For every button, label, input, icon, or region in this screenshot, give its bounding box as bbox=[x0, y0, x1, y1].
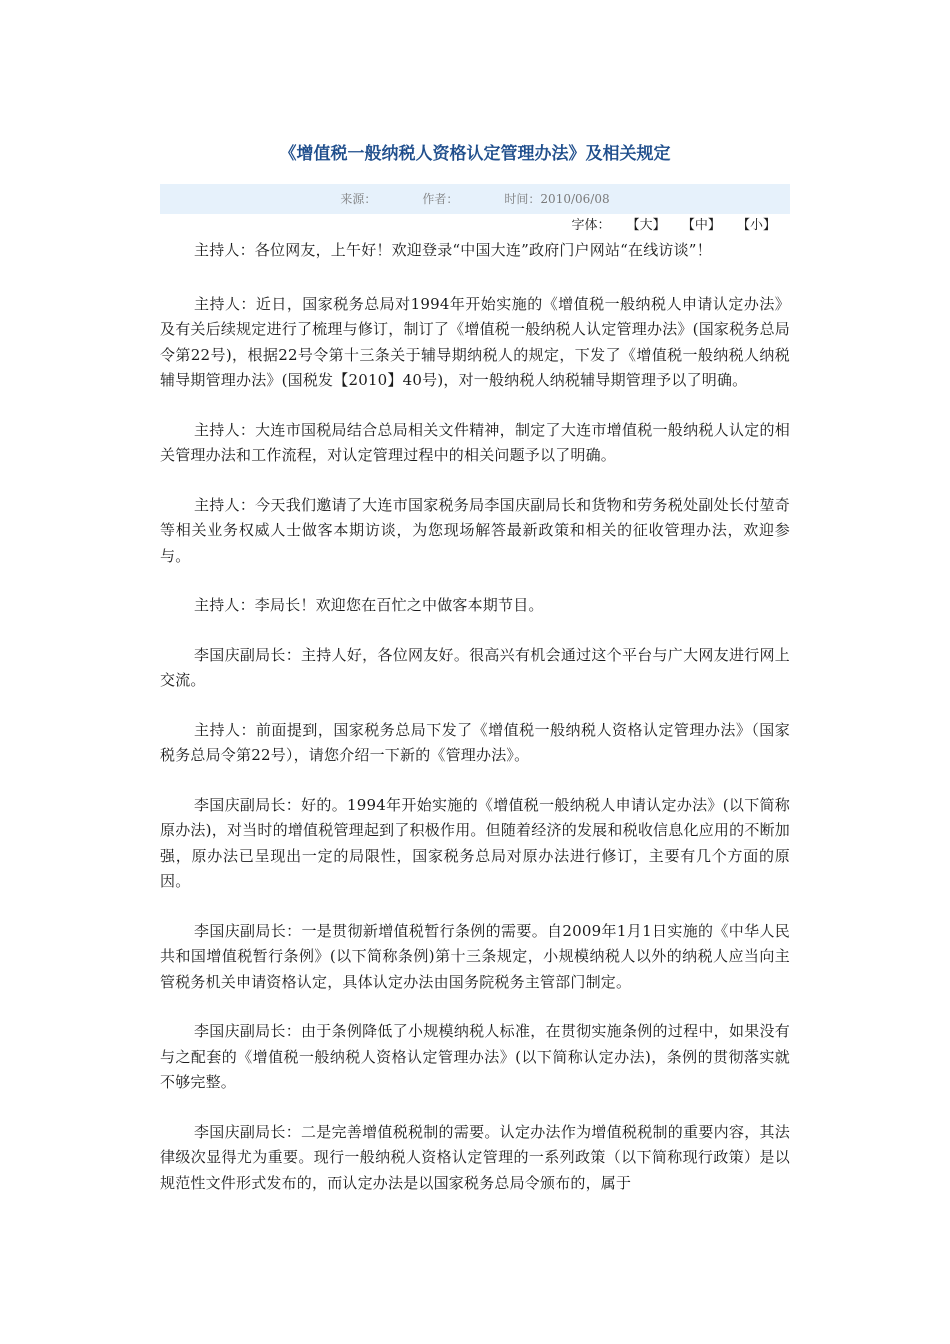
article-meta-bar bbox=[160, 184, 790, 214]
paragraph: 主持人：各位网友，上午好！欢迎登录“中国大连”政府门户网站“在线访谈”！ bbox=[194, 241, 712, 259]
font-size-large-link[interactable]: 【大】 bbox=[626, 218, 666, 233]
paragraph: 主持人：李局长！欢迎您在百忙之中做客本期节目。 bbox=[194, 596, 544, 614]
paragraph: 主持人：大连市国税局结合总局相关文件精神，制定了大连市增值税一般纳税人认定的相关管理办法和工作流程，对认定管理过程中的相关问题予以了明确。 bbox=[160, 420, 790, 464]
paragraph: 李国庆副局长：由于条例降低了小规模纳税人标准，在贯彻实施条例的过程中，如果没有与之配套的《增值税一般纳税人资格认定管理办法》(以下简称认定办法)，条例的贯彻落实就不够完整。 bbox=[160, 1022, 790, 1091]
font-size-small-link[interactable]: 【小】 bbox=[736, 218, 776, 233]
font-size-medium-link[interactable]: 【中】 bbox=[681, 218, 721, 233]
article-title: 《增值税一般纳税人资格认定管理办法》及相关规定 bbox=[279, 144, 671, 164]
paragraph: 李国庆副局长：一是贯彻新增值税暂行条例的需要。自2009年1月1日实施的《中华人民共和国增值税暂行条例》(以下简称条例)第十三条规定，小规模纳税人以外的纳税人应当向主管税务机关申请资格认定，具体认定办法由国务院税务主管部门制定。 bbox=[160, 921, 790, 991]
paragraph: 李国庆副局长：主持人好，各位网友好。很高兴有机会通过这个平台与广大网友进行网上交流。 bbox=[160, 645, 790, 689]
paragraph: 主持人：前面提到，国家税务总局下发了《增值税一般纳税人资格认定管理办法》（国家税务总局令第22号），请您介绍一下新的《管理办法》。 bbox=[160, 720, 790, 764]
author-label: 作者： bbox=[422, 192, 459, 206]
font-size-label: 字体： bbox=[571, 218, 611, 233]
font-size-selector bbox=[160, 214, 790, 238]
article bbox=[160, 140, 790, 1220]
article-body bbox=[160, 238, 790, 1196]
paragraph: 主持人：近日，国家税务总局对1994年开始实施的《增值税一般纳税人申请认定办法》及有关后续规定进行了梳理与修订，制订了《增值税一般纳税人认定管理办法》(国家税务总局令第22号)，根据22号令第十三条关于辅导期纳税人的规定，下发了《增值税一般纳税人纳税辅导期管理办法》(国税发【2010】40号)，对一般纳税人纳税辅导期管理予以了明确。 bbox=[160, 294, 790, 389]
paragraph: 李国庆副局长：好的。1994年开始实施的《增值税一般纳税人申请认定办法》(以下简称原办法)，对当时的增值税管理起到了积极作用。但随着经济的发展和税收信息化应用的不断加强，原办法已呈现出一定的局限性，国家税务总局对原办法进行修订，主要有几个方面的原因。 bbox=[160, 795, 790, 890]
source-label: 来源： bbox=[340, 192, 377, 206]
publish-time: 时间：2010/06/08 bbox=[504, 192, 610, 206]
paragraph: 李国庆副局长：二是完善增值税税制的需要。认定办法作为增值税税制的重要内容，其法律级次显得尤为重要。现行一般纳税人资格认定管理的一系列政策（以下简称现行政策）是以规范性文件形式发布的，而认定办法是以国家税务总局令颁布的，属于 bbox=[160, 1122, 790, 1192]
paragraph: 主持人：今天我们邀请了大连市国家税务局李国庆副局长和货物和劳务税处副处长付堃奇等相关业务权威人士做客本期访谈，为您现场解答最新政策和相关的征收管理办法，欢迎参与。 bbox=[160, 495, 790, 565]
